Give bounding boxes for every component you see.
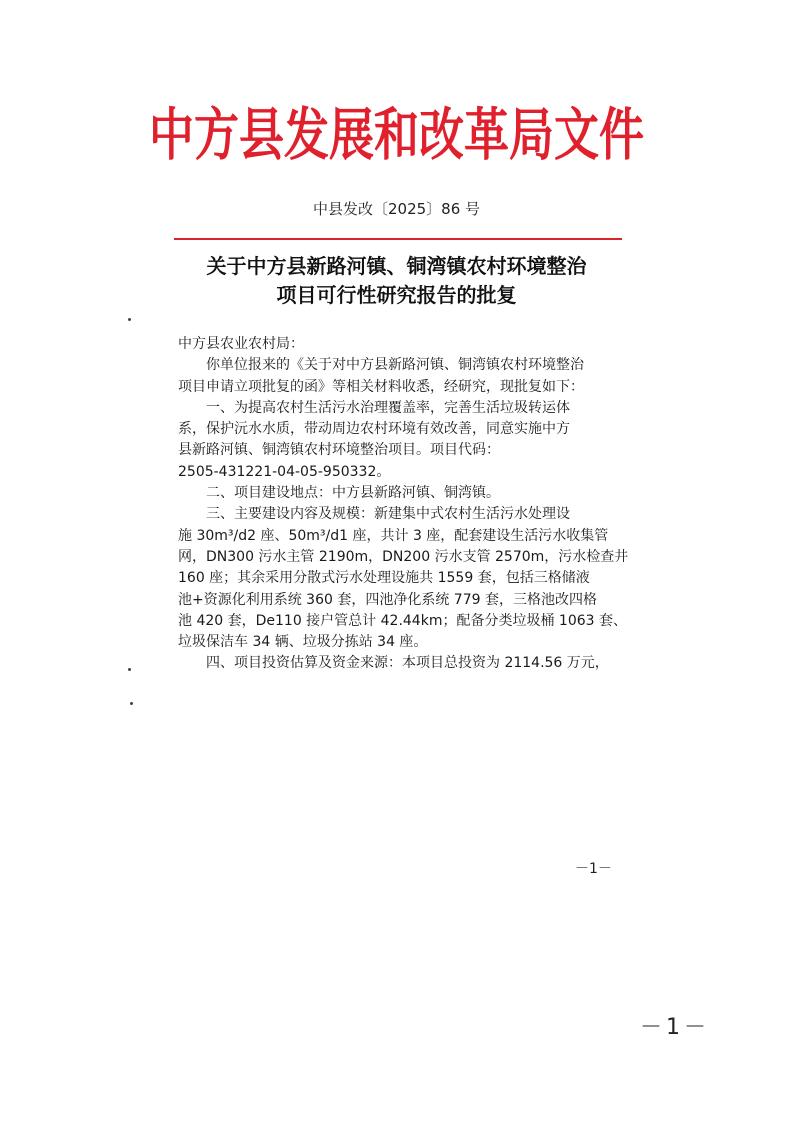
red-divider-rule xyxy=(174,238,622,240)
inner-page-number: －1－ xyxy=(575,861,612,877)
paragraph-4-line-3: 网，DN300 污水主管 2190m，DN200 污水支管 2570m，污水检查井 xyxy=(178,548,629,565)
paragraph-5: 四、项目投资估算及资金来源：本项目总投资为 2114.56 万元， xyxy=(206,655,609,672)
subject-line-2: 项目可行性研究报告的批复 xyxy=(276,283,517,307)
paragraph-2-line-2: 系，保护沅水水质，带动周边农村环境有效改善，同意实施中方 xyxy=(178,421,570,438)
scan-speck xyxy=(130,702,133,705)
paragraph-4-line-7: 垃圾保洁车 34 辆、垃圾分拣站 34 座。 xyxy=(178,634,428,651)
paragraph-4-line-5: 池+资源化利用系统 360 套，四池净化系统 779 套，三格池改四格 xyxy=(178,591,597,608)
paragraph-4-line-2: 施 30m³/d2 座、50m³/d1 座，共计 3 座，配套建设生活污水收集管 xyxy=(178,527,609,544)
paragraph-4-line-1: 三、主要建设内容及规模：新建集中式农村生活污水处理设 xyxy=(206,506,570,523)
scan-speck xyxy=(128,318,131,321)
document-body xyxy=(178,334,628,675)
paragraph-3: 二、项目建设地点：中方县新路河镇、铜湾镇。 xyxy=(206,485,500,502)
document-header-title: 中方县发展和改革局文件 xyxy=(148,101,644,168)
outer-page-number: －1－ xyxy=(640,1015,710,1040)
paragraph-2-line-3: 县新路河镇、铜湾镇农村环境整治项目。项目代码： xyxy=(178,442,500,459)
scan-speck xyxy=(128,668,131,671)
paragraph-4-line-6: 池 420 套，De110 接户管总计 42.44km；配备分类垃圾桶 1063 套、 xyxy=(178,612,627,629)
document-number: 中县发改〔2025〕86 号 xyxy=(312,200,481,218)
subject-line-1: 关于中方县新路河镇、铜湾镇农村环境整治 xyxy=(206,254,587,278)
paragraph-4-line-4: 160 座；其余采用分散式污水处理设施共 1559 套，包括三格储液 xyxy=(178,570,590,587)
document-subject xyxy=(0,252,793,310)
paragraph-1-line-1: 你单位报来的《关于对中方县新路河镇、铜湾镇农村环境整治 xyxy=(206,357,584,374)
addressee: 中方县农业农村局： xyxy=(178,336,304,352)
paragraph-2-line-1: 一、为提高农村生活污水治理覆盖率，完善生活垃圾转运体 xyxy=(206,399,570,416)
paragraph-2-line-4: 2505-431221-04-05-950332。 xyxy=(178,463,391,480)
paragraph-1-line-2: 项目申请立项批复的函》等相关材料收悉，经研究，现批复如下： xyxy=(178,378,584,395)
